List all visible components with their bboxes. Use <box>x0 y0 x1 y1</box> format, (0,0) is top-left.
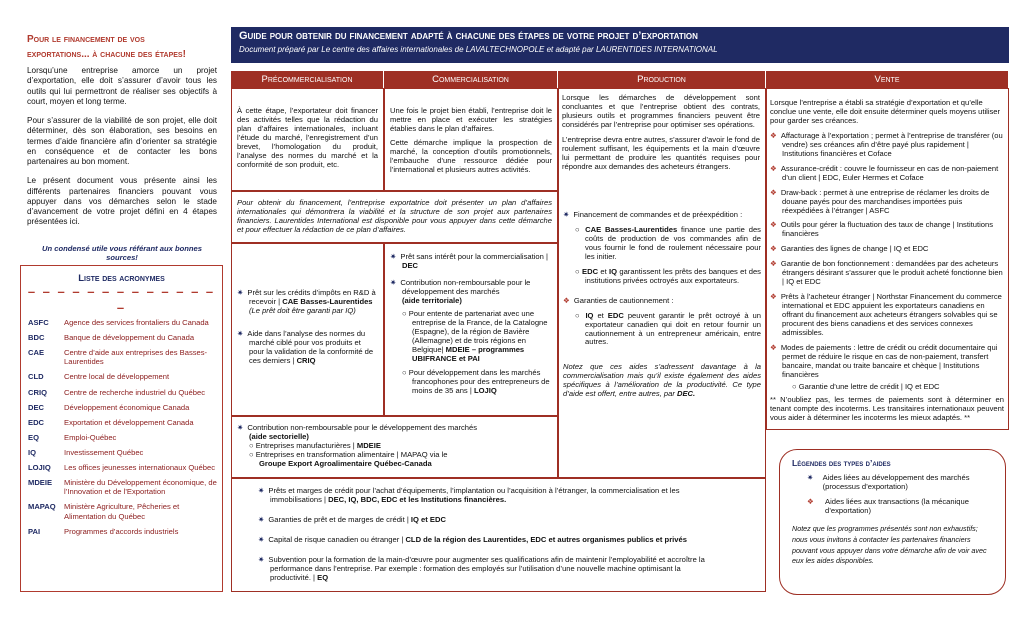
bottom-item: ✷ Garanties de prêt et de marges de crédit | IQ et EDC <box>258 514 446 524</box>
intro-paragraph-1: Lorsqu’une entreprise amorce un projet d’exportation, elle doit s’assurer d’avoir tous les outils qui lui permettront de réaliser ses objectifs à court, moyen et long terme. <box>27 66 217 106</box>
diamond-icon: ❖ <box>807 497 814 507</box>
diamond-icon: ❖ <box>770 187 777 197</box>
prod-description-2: L’entreprise devra entre autres, s’assurer d’avoir le fond de roulement suffisant, les équipements et la main d’œuvre lui permettant de produire les quantités requises pour répondre aux demandes des acheteurs étrangers. <box>562 134 760 171</box>
acronym-key: PAI <box>28 526 41 536</box>
star-icon: ✷ <box>237 288 244 297</box>
star-icon: ✷ <box>258 486 265 495</box>
acronym-key: IQ <box>28 447 37 457</box>
vente-item: ❖ Modes de paiements : lettre de crédit ou crédit documentaire qui permet de réduire le risque en cas de non-paiement, transfert bancaire, mandat ou traite bancaire et chèque | Institutions financières <box>770 342 998 379</box>
star-icon: ✷ <box>563 210 570 219</box>
star-icon: ✷ <box>258 514 265 524</box>
bottom-item: ✷ Prêts et marges de crédit pour l’achat d’équipements, l’implantation ou l’acquisition à l’étranger, la commercialisation et les immobilisations | DEC, IQ, BDC, EDC et les Institutions financières. <box>258 486 680 504</box>
com-item-contrib: ✷ Contribution non-remboursable pour le développement des marchés (aide territoriale) <box>390 277 531 305</box>
acronym-key: CAE <box>28 348 45 358</box>
prod-item-garanties: ❖ Garanties de cautionnement : <box>563 295 674 305</box>
star-icon: ✷ <box>237 423 244 432</box>
vente-note: ** N’oubliez pas, les termes de paiements sont à déterminer en tenant compte des incoterms. Les transitaires internationaux peuvent vous aider à déterminer les incoterms les mieux adaptés. ** <box>770 394 1004 422</box>
pre-item-criq: ✷ Aide dans l’analyse des normes du marché ciblé pour vos produits et pour la validation de la conformité de ces derniers | CRIQ <box>237 328 374 365</box>
vente-sub-item: ○ Garantie d’une lettre de crédit | IQ et EDC <box>792 381 940 391</box>
star-icon: ✷ <box>258 554 265 564</box>
acronyms-title: Liste des acronymes <box>78 273 165 284</box>
acronym-key: MAPAQ <box>28 502 56 512</box>
acronym-row <box>28 478 220 496</box>
bottom-item: ✷ Capital de risque canadien ou étranger | CLD de la région des Laurentides, EDC et autres organismes publics et privés <box>258 534 687 544</box>
com-description <box>390 107 552 175</box>
acronym-value: Centre local de développement <box>64 372 170 382</box>
vente-item: ❖ Assurance-crédit : couvre le fournisseur en cas de non-paiement d’un client | EDC, Euler Hermes et Coface <box>770 163 999 182</box>
acronym-row <box>28 448 220 457</box>
legend-note: Notez que les programmes présentés sont non exhaustifs; nous vous invitons à contacter les partenaires financiers pouvant vous appuyer dans votre démarche afin de voir avec eux les aides disponibles. <box>792 524 987 566</box>
acronym-value: Exportation et développement Canada <box>64 417 194 427</box>
diamond-icon: ❖ <box>770 244 777 254</box>
diamond-icon: ❖ <box>770 342 777 352</box>
acronym-key: DEC <box>28 402 45 412</box>
acronym-key: MDEIE <box>28 478 53 488</box>
acronym-row <box>28 433 220 442</box>
star-icon: ✷ <box>807 473 814 483</box>
contrib-sectorielle <box>237 424 552 469</box>
vente-intro: Lorsque l’entreprise a établi sa stratégie d’exportation et qu’elle conclue une vente, elle doit ensuite déterminer quels moyens utiliser pour garder ses créances. <box>770 98 1001 125</box>
acronym-value: Ministère du Développement économique, de l’Innovation et de l’Exportation <box>64 478 217 497</box>
prod-description <box>562 94 760 172</box>
diamond-icon: ❖ <box>770 292 777 302</box>
prod-note: Notez que ces aides s’adressent davantage à la commercialisation mais qu’il existe également des aides spécifiques à l’amélioration de la productivité. Ce type d’aide est offert, entre autres, par DEC. <box>563 362 761 399</box>
star-icon: ✷ <box>258 534 265 544</box>
vente-item: ❖ Outils pour gérer la fluctuation des taux de change | Institutions financières <box>770 220 994 239</box>
vente-list <box>770 132 1004 380</box>
acronym-value: Investissement Québec <box>64 447 144 457</box>
contrib-sub-1: ○ Entreprises manufacturières | MDEIE <box>249 440 381 450</box>
acronym-row <box>28 403 220 412</box>
legend-item-markets: ✷ Aides liées au développement des marchés (processus d’exportation) <box>807 473 970 492</box>
phase-vente: Vente <box>766 71 1009 88</box>
vente-item: ❖ Prêts à l’acheteur étranger | Northstar Financement du commerce international et EDC appuient les exportateurs canadiens en offrant du financement aux acheteurs étrangers solvables qui se procurent des biens canadiens et des services connexes admissibles. <box>770 292 1002 338</box>
legend-item-transactions: ❖ Aides liées aux transactions (la mécanique d’exportation) <box>807 497 969 516</box>
acronym-value: Programmes d’accords industriels <box>64 526 179 536</box>
acronyms-box <box>20 265 223 592</box>
acronym-key: EQ <box>28 432 39 442</box>
acronym-row <box>28 333 220 342</box>
com-description-1: Une fois le projet bien établi, l’entreprise doit le mettre en place et exécuter les stratégies établies dans le plan d’affaires. <box>390 106 552 133</box>
acronym-value: Agence des services frontaliers du Canada <box>64 318 209 327</box>
acronym-value: Développement économique Canada <box>64 402 190 412</box>
star-icon: ✷ <box>390 277 397 287</box>
vente-item: ❖ Draw-back : permet à une entreprise de réclamer les droits de douane payés pour des marchandises importées puis réexpédiées à l’étranger | ASFC <box>770 187 990 215</box>
legend-title: Légendes des types d’aides <box>792 458 891 468</box>
vente-item: ❖ Garanties des lignes de change | IQ et EDC <box>770 244 929 254</box>
page-header <box>231 27 1009 63</box>
acronym-row <box>28 372 220 381</box>
diamond-icon: ❖ <box>770 259 777 269</box>
com-sub-lojiq: ○ Pour développement dans les marchés francophones pour des entrepreneurs de moins de 35 ans | LOJIQ <box>402 368 550 396</box>
acronym-key: LOJIQ <box>28 463 51 473</box>
legend-items <box>792 474 993 516</box>
page-subtitle: Document préparé par Le centre des affaires internationales de LAVALTECHNOPOLE et adapté par LAURENTIDES INTERNATIONAL <box>239 45 718 55</box>
pre-description: À cette étape, l’exportateur doit financer des activités telles que la rédaction du plan d’affaires internationales, incluant l’étude du marché, l’enregistrement d’un brevet, l’homologation du produit, l’analyse des normes du marché et la conformité de son produit, etc. <box>237 106 378 169</box>
acronym-row <box>28 318 220 327</box>
intro-paragraph-2: Pour s’assurer de la viabilité de son projet, elle doit déterminer, dès son élaboration, ses besoins en termes d’aide financière afin d’orienter sa stratégie en conséquence et de contacter les bons partenaires au bon moment. <box>27 116 217 166</box>
acronym-key: CLD <box>28 372 44 382</box>
prod-description-1: Lorsque les démarches de développement sont concluantes et que l’entreprise obtient des contrats, plusieurs outils et programmes financiers peuvent être considérés par l’entreprise pour optimiser ses opérations. <box>562 93 760 129</box>
vente-item: ❖ Affacturage à l’exportation ; permet à l’entreprise de transférer (ou vendre) ses créances afin d’être payé plus rapidement | Institutions financières et Coface <box>770 130 1003 158</box>
acronym-row <box>28 463 220 472</box>
star-icon: ✷ <box>390 252 397 261</box>
page-title: Guide pour obtenir du financement adapté à chacune des étapes de votre projet d’exportation <box>239 30 698 42</box>
acronym-value: Centre d’aide aux entreprises des Basses-Laurentides <box>64 348 208 367</box>
pre-item-rd: ✷ Prêt sur les crédits d’impôts en R&D à recevoir | CAE Basses-Laurentides (Le prêt doit être garanti par IQ) <box>237 288 376 315</box>
com-items <box>390 253 552 396</box>
com-sub-partenariat: ○ Pour entente de partenariat avec une entreprise de la France, de la Catalogne (Espagne), de la région de Bavière (Allemagne) et de trois régions en Belgique| MDEIE – programmes UBIFRANCE et PAI <box>402 308 548 363</box>
acronym-row <box>28 418 220 427</box>
vente-description <box>770 99 1004 423</box>
bottom-items <box>258 487 718 594</box>
left-title-line1: Pour le financement de vos <box>27 34 145 45</box>
diamond-icon: ❖ <box>563 295 570 305</box>
acronym-value: Les offices jeunesses internationaux Québec <box>64 463 215 473</box>
acronym-row <box>28 388 220 397</box>
contrib-sub-2: ○ Entreprises en transformation alimentaire | MAPAQ via le Groupe Export Agroalimentaire Québec-Canada <box>249 449 448 468</box>
acronyms-divider: – – – – – – – – – – – – – – <box>27 284 216 315</box>
acronyms-list <box>28 318 220 542</box>
acronym-value: Centre de recherche industriel du Québec <box>64 387 205 397</box>
left-intro <box>27 66 217 237</box>
diamond-icon: ❖ <box>770 163 777 173</box>
diamond-icon: ❖ <box>770 130 777 140</box>
left-title-line2: exportations... à chacune des étapes! <box>27 49 186 60</box>
prod-sub-edc-iq: ○ EDC et IQ garantissent les prêts des banques et des institutions privées octroyés aux exportateurs. <box>575 266 761 285</box>
phase-production: Production <box>558 71 766 88</box>
bottom-item: ✷ Subvention pour la formation de la main-d’œuvre pour augmenter ses qualifications afin de maintenir l’employabilité et accroître la performance dans l’entreprise. Par exemple : formation des employés sur l’utilisation d’une nouvelle machine optimisant la productivité. | EQ <box>258 554 705 582</box>
com-description-2: Cette démarche implique la prospection de marché, la conception d’outils promotionnels, l’embauche d’une ressource dédiée pour l’international et plusieurs autres activités. <box>390 137 552 174</box>
acronym-value: Ministère Agriculture, Pêcheries et Alimentation du Québec <box>64 502 180 521</box>
legend-box <box>779 449 1006 595</box>
acronym-key: EDC <box>28 417 45 427</box>
acronym-key: ASFC <box>28 318 49 327</box>
phase-commercialisation: Commercialisation <box>384 71 558 88</box>
acronym-value: Emploi-Québec <box>64 432 117 442</box>
diamond-icon: ❖ <box>770 220 777 230</box>
prod-items <box>563 211 761 399</box>
acronym-value: Banque de développement du Canada <box>64 333 195 343</box>
intro-paragraph-3: Le présent document vous présente ainsi les différents partenaires financiers pouvant vous appuyer dans vos démarches selon le stade d’avancement de votre projet défini en 4 étapes présentées ici. <box>27 176 217 227</box>
com-item-pret: ✷ Prêt sans intérêt pour la commercialisation | DEC <box>390 252 548 270</box>
acronym-row <box>28 527 220 536</box>
prod-sub-iq-edc: ○ IQ et EDC peuvent garantir le prêt octroyé à un exportateur canadien qui doit en retour fournir un cautionnement à un entrepreneur américain, entre autres. <box>575 310 761 347</box>
prod-sub-cae: ○ CAE Basses-Laurentides finance une partie des coûts de production de vos commandes afin de vous fournir le fond de roulement nécessaire pour les initier. <box>575 224 761 261</box>
left-title <box>27 32 217 62</box>
acronym-key: CRIQ <box>28 387 47 397</box>
acronym-row <box>28 348 220 366</box>
phase-precommercialisation: Précommercialisation <box>231 71 384 88</box>
plan-affaires-note: Pour obtenir du financement, l’entreprise exportatrice doit présenter un plan d’affaires internationales qui démontrera la viabilité et la structure de son projet aux partenaires financiers. Laurentides International est disponible pour vous appuyer dans cette démarche et pour effectuer la rédaction de ce plan d’affaires. <box>237 198 552 234</box>
pre-items <box>237 289 378 370</box>
acronym-key: BDC <box>28 333 45 343</box>
left-tagline: Un condensé utile vous référant aux bonnes sources! <box>42 244 202 263</box>
acronym-row <box>28 502 220 520</box>
prod-item-financement: ✷ Financement de commandes et de préexpédition : <box>563 210 743 219</box>
star-icon: ✷ <box>237 328 244 338</box>
vente-item: ❖ Garantie de bon fonctionnement : demandées par des acheteurs étrangers désirant s’assurer que le produit acheté fonctionne bien | IQ et EDC <box>770 259 1003 287</box>
contrib-item: ✷ Contribution non-remboursable pour le développement des marchés (aide sectorielle) <box>237 423 478 441</box>
